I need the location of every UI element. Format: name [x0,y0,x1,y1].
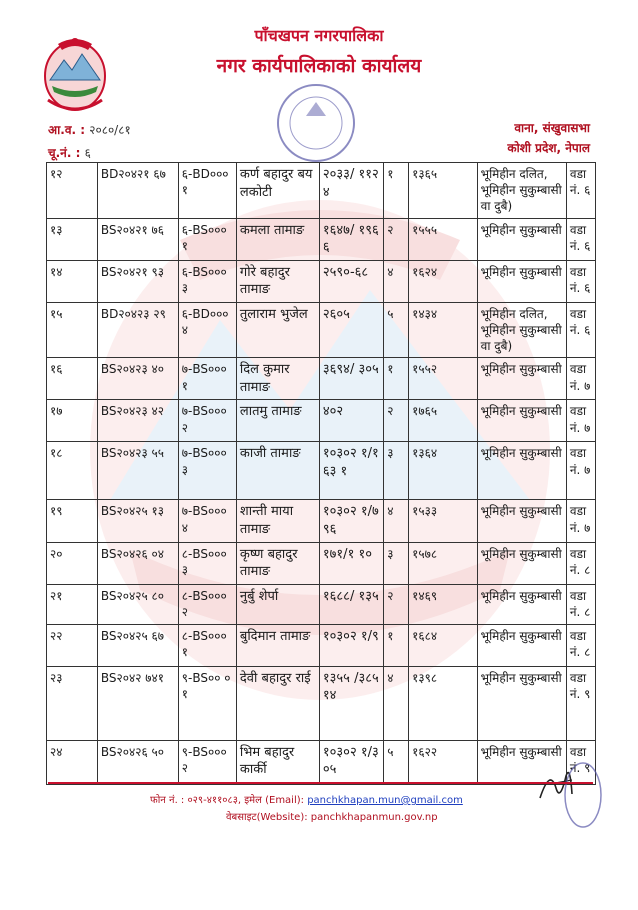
row-file-number-cell: BD२०४२३ २९ [97,302,178,358]
row-file-number-cell: BS२०४२५ ८० [97,584,178,624]
table-row [47,442,596,500]
row-serial-cell: १५ [47,302,98,358]
row-name-cell: कृष्ण बहादुर तामाङ [236,542,319,584]
row-code-cell: ९-BS०० ०१ [178,666,236,740]
row-area-cell: १५५५ [409,218,477,260]
row-category-cell: भूमिहीन सुकुम्बासी [477,624,566,666]
row-name-cell: कमला तामाङ [236,218,319,260]
row-sheet-number-cell: १ [384,358,409,400]
row-area-cell: १४६९ [409,584,477,624]
row-serial-cell: २३ [47,666,98,740]
table-row [47,302,596,358]
row-area-cell: १३६४ [409,442,477,500]
row-name-cell: देवी बहादुर राई [236,666,319,740]
row-sheet-number-cell: ३ [384,542,409,584]
chalani-number [48,144,91,161]
row-sheet-number-cell: ५ [384,740,409,784]
fiscal-year-value: २०८०/८१ [89,123,131,137]
row-serial-cell: २२ [47,624,98,666]
row-ward-cell: वडा नं. ७ [566,400,595,442]
table-row [47,666,596,740]
row-category-cell: भूमिहीन सुकुम्बासी [477,218,566,260]
row-category-cell: भूमिहीन सुकुम्बासी [477,400,566,442]
table-row [47,400,596,442]
row-file-number-cell: BS२०४२३ ४० [97,358,178,400]
fiscal-year [48,121,131,138]
row-sheet-number-cell: २ [384,400,409,442]
row-name-cell: बुदिमान तामाङ [236,624,319,666]
row-area-cell: १३९८ [409,666,477,740]
landless-records-table [46,162,596,785]
row-ward-cell: वडा नं. ७ [566,442,595,500]
fiscal-year-label: आ.व. : [48,123,86,137]
row-sheet-number-cell: १ [384,624,409,666]
row-name-cell: भिम बहादुर कार्की [236,740,319,784]
row-serial-cell: २१ [47,584,98,624]
table-row [47,740,596,784]
row-file-number-cell: BS२०४२६ ०४ [97,542,178,584]
row-code-cell: ७-BS०००३ [178,442,236,500]
row-code-cell: ७-BS०००१ [178,358,236,400]
row-serial-cell: १२ [47,163,98,219]
row-sheet-number-cell: २ [384,218,409,260]
footer-website-label: वेबसाइट(Website): [226,812,308,823]
row-ward-cell: वडा नं. ७ [566,358,595,400]
row-category-cell: भूमिहीन दलित, भूमिहीन सुकुम्बासी वा दुबै) [477,163,566,219]
row-file-number-cell: BS२०४२१ ९३ [97,260,178,302]
row-serial-cell: १८ [47,442,98,500]
table-row [47,584,596,624]
row-name-cell: काजी तामाङ [236,442,319,500]
row-area-cell: १३६५ [409,163,477,219]
address-line-1: वाना, संखुवासभा [514,121,590,135]
row-name-cell: तुलाराम भुजेल [236,302,319,358]
row-plot-number-cell: ४०२ [319,400,383,442]
table-row [47,358,596,400]
footer-rule [48,782,593,784]
row-code-cell: ८-BS०००१ [178,624,236,666]
office-seal-icon [273,80,359,166]
row-category-cell: भूमिहीन सुकुम्बासी [477,584,566,624]
row-ward-cell: वडा नं. ६ [566,260,595,302]
row-plot-number-cell: १६४७/ १९६६ [319,218,383,260]
row-serial-cell: १३ [47,218,98,260]
row-plot-number-cell: १०३०२ १/७९६ [319,500,383,542]
row-ward-cell: वडा नं. ८ [566,584,595,624]
row-ward-cell: वडा नं. ७ [566,500,595,542]
table-row [47,218,596,260]
row-name-cell: नुर्बु शेर्पा [236,584,319,624]
row-category-cell: भूमिहीन सुकुम्बासी [477,666,566,740]
row-category-cell: भूमिहीन सुकुम्बासी [477,442,566,500]
row-area-cell: १७६५ [409,400,477,442]
row-code-cell: ७-BS०००२ [178,400,236,442]
row-serial-cell: १९ [47,500,98,542]
row-file-number-cell: BS२०४२१ ७६ [97,218,178,260]
municipality-name: पाँचखपन नगरपालिका [254,26,384,45]
row-code-cell: ७-BS०००४ [178,500,236,542]
row-area-cell: १५७८ [409,542,477,584]
row-sheet-number-cell: २ [384,584,409,624]
row-sheet-number-cell: ४ [384,666,409,740]
table-row [47,163,596,219]
row-sheet-number-cell: १ [384,163,409,219]
row-plot-number-cell: १७१/१ १० [319,542,383,584]
row-area-cell: १६२२ [409,740,477,784]
table-row [47,260,596,302]
table-row [47,624,596,666]
footer-website-link[interactable]: panchkhapanmun.gov.np [310,812,438,823]
footer-website [226,809,438,823]
row-file-number-cell: BS२०४२५ १३ [97,500,178,542]
officer-stamp-icon [562,760,604,830]
row-code-cell: ६-BD०००१ [178,163,236,219]
chalani-value: ६ [84,146,91,160]
table-row [47,542,596,584]
table-row [47,500,596,542]
row-name-cell: शान्ती माया तामाङ [236,500,319,542]
row-area-cell: १६८४ [409,624,477,666]
footer-contact [150,792,463,806]
row-name-cell: कर्ण बहादुर बयलकोटी [236,163,319,219]
row-sheet-number-cell: ४ [384,260,409,302]
row-ward-cell: वडा नं. ६ [566,302,595,358]
row-ward-cell: वडा नं. ६ [566,163,595,219]
row-plot-number-cell: १०३०२ १/३०५ [319,740,383,784]
row-name-cell: दिल कुमार तामाङ [236,358,319,400]
footer-phone: फोन नं. : ०२९-४११०८३, इमेल (Email): [150,795,305,806]
row-serial-cell: १६ [47,358,98,400]
row-plot-number-cell: १०३०२ १/१६३ १ [319,442,383,500]
row-code-cell: ६-BS०००१ [178,218,236,260]
records-body [47,163,596,785]
row-category-cell: भूमिहीन सुकुम्बासी [477,542,566,584]
row-file-number-cell: BS२०४२ ७४१ [97,666,178,740]
row-file-number-cell: BS२०४२३ ५५ [97,442,178,500]
row-file-number-cell: BS२०४२५ ६७ [97,624,178,666]
row-ward-cell: वडा नं. ८ [566,542,595,584]
row-area-cell: १५३३ [409,500,477,542]
row-serial-cell: २० [47,542,98,584]
row-plot-number-cell: २६०५ [319,302,383,358]
row-ward-cell: वडा नं. ६ [566,218,595,260]
row-plot-number-cell: ३६९४/ ३०५ [319,358,383,400]
row-code-cell: ६-BS०००३ [178,260,236,302]
row-ward-cell: वडा नं. ९ [566,666,595,740]
row-ward-cell: वडा नं. ८ [566,624,595,666]
row-area-cell: १६२४ [409,260,477,302]
row-plot-number-cell: १०३०२ १/९ [319,624,383,666]
row-category-cell: भूमिहीन सुकुम्बासी [477,358,566,400]
row-serial-cell: १७ [47,400,98,442]
row-sheet-number-cell: ३ [384,442,409,500]
row-category-cell: भूमिहीन सुकुम्बासी [477,500,566,542]
row-serial-cell: २४ [47,740,98,784]
row-plot-number-cell: २०३३/ ११२४ [319,163,383,219]
row-file-number-cell: BS२०४२३ ४२ [97,400,178,442]
row-name-cell: लातमु तामाङ [236,400,319,442]
row-area-cell: १४३४ [409,302,477,358]
row-code-cell: ६-BD०००४ [178,302,236,358]
row-name-cell: गोरे बहादुर तामाङ [236,260,319,302]
row-code-cell: ९-BS०००२ [178,740,236,784]
row-plot-number-cell: १३५५ /३८५ १४ [319,666,383,740]
row-file-number-cell: BS२०४२६ ५० [97,740,178,784]
row-serial-cell: १४ [47,260,98,302]
office-title: नगर कार्यपालिकाको कार्यालय [216,55,422,77]
row-sheet-number-cell: ४ [384,500,409,542]
row-file-number-cell: BD२०४२१ ६७ [97,163,178,219]
chalani-label: चू.नं. : [48,146,81,160]
row-category-cell: भूमिहीन सुकुम्बासी [477,260,566,302]
row-plot-number-cell: १६८८/ १३५ [319,584,383,624]
row-area-cell: १५५२ [409,358,477,400]
row-ward-cell: वडा नं. ९ [566,740,595,784]
row-category-cell: भूमिहीन दलित, भूमिहीन सुकुम्बासी वा दुबै) [477,302,566,358]
footer-email-link[interactable]: panchkhapan.mun@gmail.com [307,795,463,806]
row-sheet-number-cell: ५ [384,302,409,358]
row-code-cell: ८-BS०००३ [178,542,236,584]
address-line-2: कोशी प्रदेश, नेपाल [507,141,590,155]
row-category-cell: भूमिहीन सुकुम्बासी [477,740,566,784]
row-code-cell: ८-BS०००२ [178,584,236,624]
row-plot-number-cell: २५९०-६८ [319,260,383,302]
